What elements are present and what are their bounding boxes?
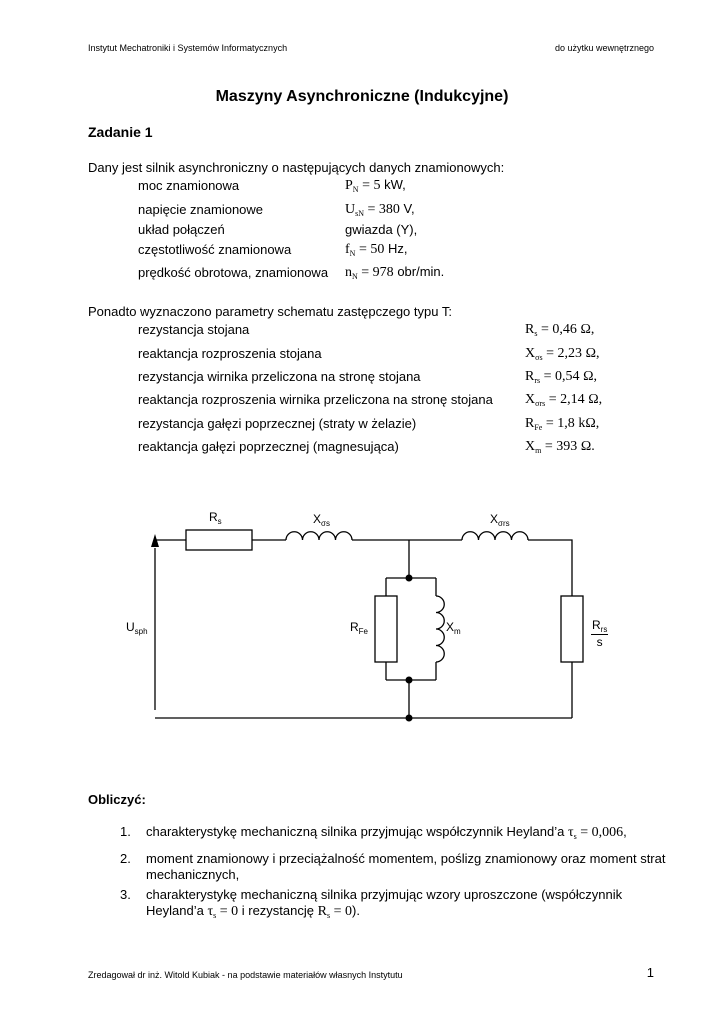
rating-value: $U_{sN} = 380$ V,: [345, 201, 415, 218]
inductor-xs: [286, 532, 352, 540]
rating-value: gwiazda (Y),: [345, 222, 418, 237]
param-label: reaktancja gałęzi poprzecznej (magnesująca): [138, 439, 399, 454]
rating-label: układ połączeń: [138, 222, 225, 237]
inductor-xrs: [462, 532, 528, 540]
params-intro: Ponadto wyznaczono parametry schematu zastępczego typu T:: [88, 304, 452, 319]
rating-value: $n_N = 978$ obr/min.: [345, 264, 445, 281]
label-xm: $X_m$: [446, 620, 461, 636]
param-value: $R_{Fe} = 1,8$ kΩ,: [525, 416, 600, 432]
task-item: 1. charakterystykę mechaniczną silnika przyjmując współczynnik Heyland’a $\tau_s = 0,006$,: [120, 824, 627, 841]
header-right: do użytku wewnętrznego: [554, 43, 654, 53]
header-left: Instytut Mechatroniki i Systemów Informatycznych: [88, 43, 288, 53]
task-heading: Zadanie 1: [88, 124, 153, 140]
label-xrs: $X_{\sigma rs}$: [490, 512, 510, 528]
param-label: reaktancja rozproszenia wirnika przeliczona na stronę stojana: [138, 392, 493, 407]
resistor-rfe: [375, 596, 397, 662]
param-label: rezystancja gałęzi poprzecznej (straty w żelazie): [138, 416, 417, 431]
param-value: $R_s = 0,46$ Ω,: [525, 322, 595, 338]
label-rs: $R_s$: [209, 510, 222, 526]
wire-top: [155, 540, 572, 596]
rating-label: częstotliwość znamionowa: [138, 242, 292, 257]
param-value: $X_{\sigma rs} = 2,14$ Ω,: [525, 392, 603, 408]
rating-value: $P_N = 5$ kW,: [345, 177, 406, 194]
label-rrs: $R_{rs}$ s: [592, 618, 608, 649]
param-value: $X_{\sigma s} = 2,23$ Ω,: [525, 346, 600, 362]
rating-label: prędkość obrotowa, znamionowa: [138, 265, 329, 280]
resistor-rrs: [561, 596, 583, 662]
footer-left: Zredagował dr inż. Witold Kubiak - na podstawie materiałów własnych Instytutu: [88, 970, 403, 980]
node-bottom: [406, 677, 413, 684]
rating-value: $f_N = 50$ Hz,: [345, 241, 408, 258]
task-item: 3. charakterystykę mechaniczną silnika przyjmując wzory uproszczone (współczynnik Heyland’a $\tau_s = 0$ i rezystancję $R_s = 0$).: [120, 887, 623, 920]
rating-label: napięcie znamionowe: [138, 202, 264, 217]
node-bottom-bus: [406, 715, 413, 722]
task-list: [116, 824, 676, 928]
task-item: 2. moment znamionowy i przeciążalność momentem, poślizg znamionowy oraz moment strat mechanicznych,: [120, 851, 666, 882]
param-label: rezystancja wirnika przeliczona na stronę stojana: [138, 369, 421, 384]
param-label: rezystancja stojana: [138, 322, 250, 337]
rating-label: moc znamionowa: [138, 178, 240, 193]
label-usph: $U_{sph}$: [126, 620, 148, 636]
resistor-rs: [186, 530, 252, 550]
label-xs: $X_{\sigma s}$: [313, 512, 330, 528]
page-number: 1: [646, 965, 654, 980]
intro-text: Dany jest silnik asynchroniczny o następujących danych znamionowych:: [88, 160, 505, 175]
label-rfe: $R_{Fe}$: [350, 620, 369, 636]
param-label: reaktancja rozproszenia stojana: [138, 346, 322, 361]
param-value: $R_{rs} = 0,54$ Ω,: [525, 369, 598, 385]
wire-shunt: [386, 540, 436, 718]
calc-heading: Obliczyć:: [88, 792, 146, 807]
node-top: [406, 575, 413, 582]
page-title: Maszyny Asynchroniczne (Indukcyjne): [215, 88, 509, 105]
inductor-xm: [436, 596, 444, 662]
param-value: $X_m = 393$ Ω.: [525, 439, 595, 455]
